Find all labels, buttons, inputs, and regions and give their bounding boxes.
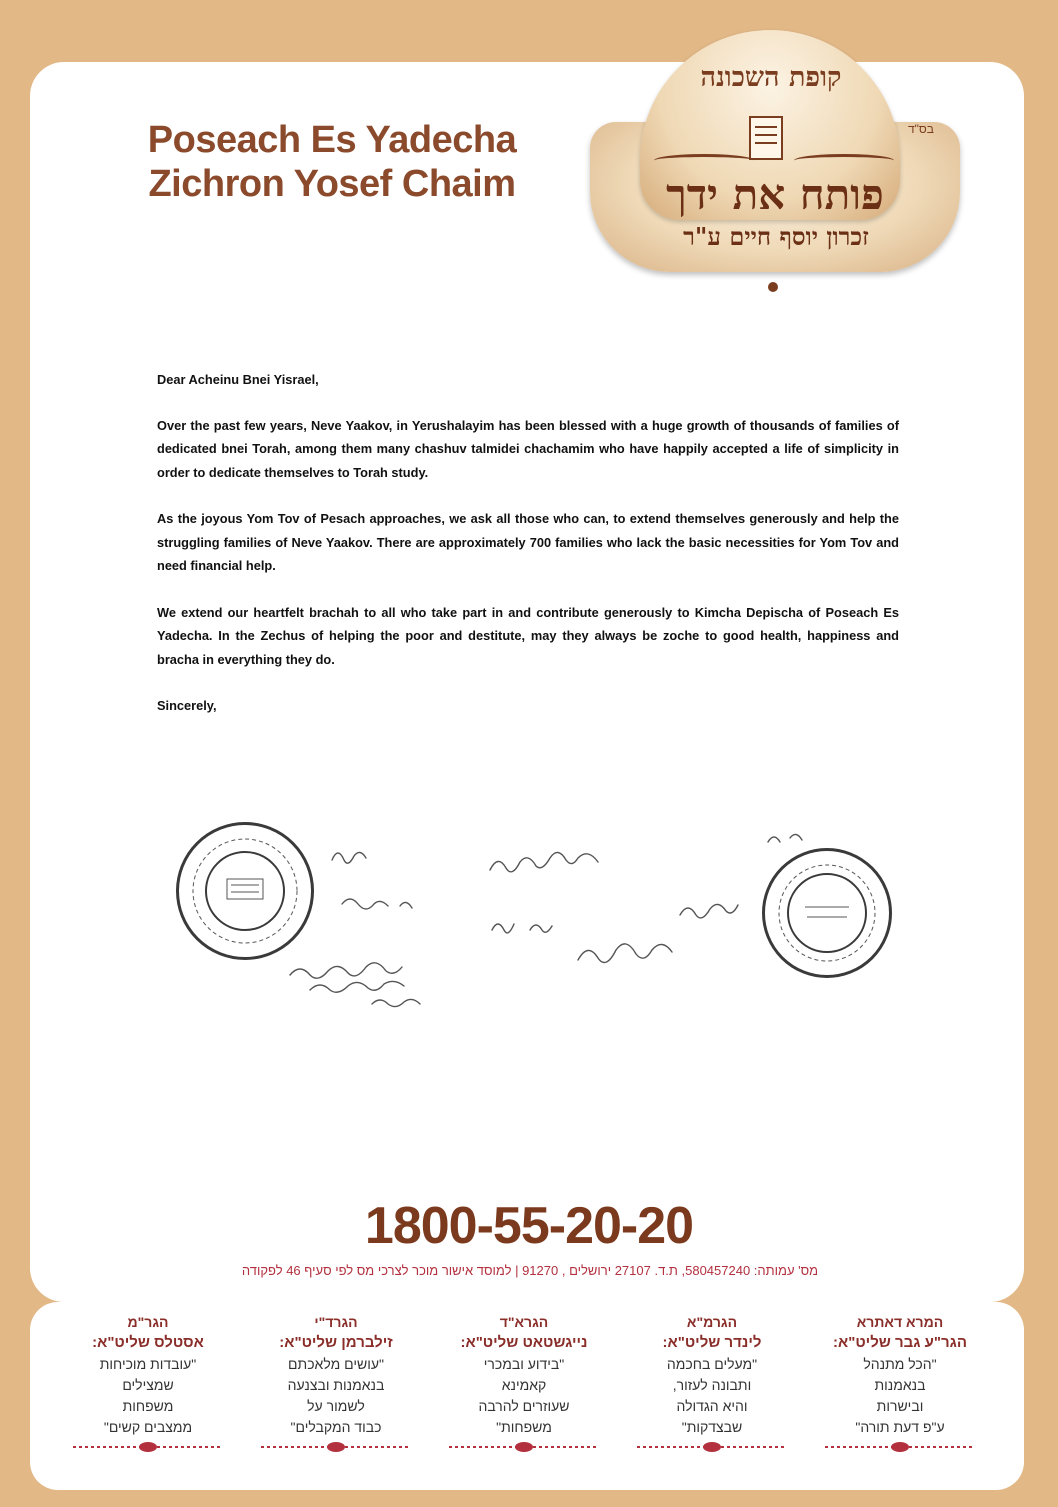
ornament-divider-icon [825, 1442, 975, 1452]
letter-body [157, 368, 899, 741]
endorsement-name: זילברמן שליט"א: [279, 1334, 393, 1351]
endorsement-quote-line: "הכל מתנהל [863, 1356, 937, 1372]
endorsement-quote-line: "מעלים בחכמה [666, 1356, 758, 1372]
endorsement-quote-line: משפחות" [496, 1419, 552, 1435]
ornament-divider-icon [449, 1442, 599, 1452]
endorsement-quote-line: ממצבים קשים" [103, 1419, 193, 1435]
book-icon [749, 116, 783, 160]
endorsement-quote-line: לשמור על [307, 1398, 365, 1414]
flourish-right-icon [794, 154, 894, 167]
letter-salutation: Dear Acheinu Bnei Yisrael, [157, 372, 319, 387]
rabbi-stamp-left-icon [176, 822, 314, 960]
endorsement-item [814, 1312, 986, 1482]
endorsement-item [438, 1312, 610, 1482]
endorsement-title: הגרא"ד [499, 1314, 549, 1330]
endorsement-item [626, 1312, 798, 1482]
bsd-mark: בס"ד [908, 122, 934, 136]
ornament-divider-icon [261, 1442, 411, 1452]
endorsement-quote-line: שמצילים [122, 1377, 174, 1393]
endorsement-quote-line: ובישרות [876, 1398, 924, 1414]
endorsement-quote-line: בנאמנות [874, 1377, 926, 1393]
endorsement-item [62, 1312, 234, 1482]
flourish-left-icon [654, 154, 754, 167]
endorsement-quote-line: משפחות [122, 1398, 174, 1414]
endorsement-quote-line: "בידוע ובמכרי [483, 1356, 565, 1372]
endorsement-name: לינדר שליט"א: [662, 1334, 762, 1351]
endorsement-name: הגר"ע גבר שליט"א: [833, 1334, 967, 1351]
organization-logo [582, 30, 960, 266]
endorsement-quote-line: ותבונה לעזור, [672, 1377, 752, 1393]
endorsement-name: אסטלס שליט"א: [92, 1334, 204, 1351]
endorsement-quote-line: קאמינא [501, 1377, 547, 1393]
endorsement-title: המרא דאתרא [856, 1314, 944, 1330]
endorsement-quote-line: "עושים מלאכתם [288, 1356, 384, 1372]
ornament-divider-icon [73, 1442, 223, 1452]
legal-registration-text: מס' עמותה: 580457240, ת.ד. 27107 ירושלים , 91270 | למוסד אישור מוכר לצרכי מס לפי סעיף 46 לפקודה [241, 1263, 819, 1278]
logo-kupat-text: קופת השכונה [700, 62, 842, 93]
endorsement-name: נייגשטאט שליט"א: [460, 1334, 588, 1351]
logo-main-text: פותח את ידך [666, 170, 884, 219]
endorsement-quote-line: "עובדות מוכיחות [99, 1356, 197, 1372]
logo-sub-text: זכרון יוסף חיים ע"ר [683, 222, 869, 251]
endorsement-quote-line: שבצדקות" [681, 1419, 743, 1435]
endorsement-quote-line: בנאמנות ובצנעה [287, 1377, 385, 1393]
title-line-2: Zichron Yosef Chaim [148, 163, 516, 205]
donation-phone-number: 1800-55-20-20 [364, 1197, 694, 1255]
organization-title [122, 118, 542, 206]
logo-ornament-icon [768, 282, 778, 292]
endorsement-title: הגרמ"א [686, 1314, 738, 1330]
endorsement-title: הגרד"י [314, 1314, 358, 1330]
title-line-1: Poseach Es Yadecha [147, 119, 517, 161]
endorsement-quote-line: כבוד המקבלים" [290, 1419, 382, 1435]
letter-paragraph-3: We extend our heartfelt brachah to all who take part in and contribute generously to Kimcha Depischa of Poseach Es Yadecha. In the Zechus of helping the poor and destitute, may they always be zoche to good health, happiness and bracha in everything they do. [157, 604, 899, 667]
endorsements-list [62, 1312, 986, 1482]
ornament-divider-icon [637, 1442, 787, 1452]
endorsement-quote-line: ע"פ דעת תורה" [855, 1419, 945, 1435]
endorsement-quote-line: והיא הגדולה [676, 1398, 748, 1414]
endorsement-quote-line: שעוזרים להרבה [478, 1398, 570, 1414]
endorsement-title: הגר"מ [127, 1314, 169, 1330]
letter-paragraph-2: As the joyous Yom Tov of Pesach approaches, we ask all those who can, to extend themselves generously and help the struggling families of Neve Yaakov. There are approximately 700 families who lack the basic necessities for Yom Tov and need financial help. [157, 511, 899, 573]
endorsement-item [250, 1312, 422, 1482]
rabbi-stamp-right-icon [762, 848, 892, 978]
letter-paragraph-1: Over the past few years, Neve Yaakov, in Yerushalayim has been blessed with a huge growth of thousands of families of dedicated bnei Torah, among them many chashuv talmidei chachamim who have happily accepted a life of simplicity in order to dedicate themselves to Torah study. [157, 417, 899, 480]
letter-closing: Sincerely, [157, 698, 217, 713]
